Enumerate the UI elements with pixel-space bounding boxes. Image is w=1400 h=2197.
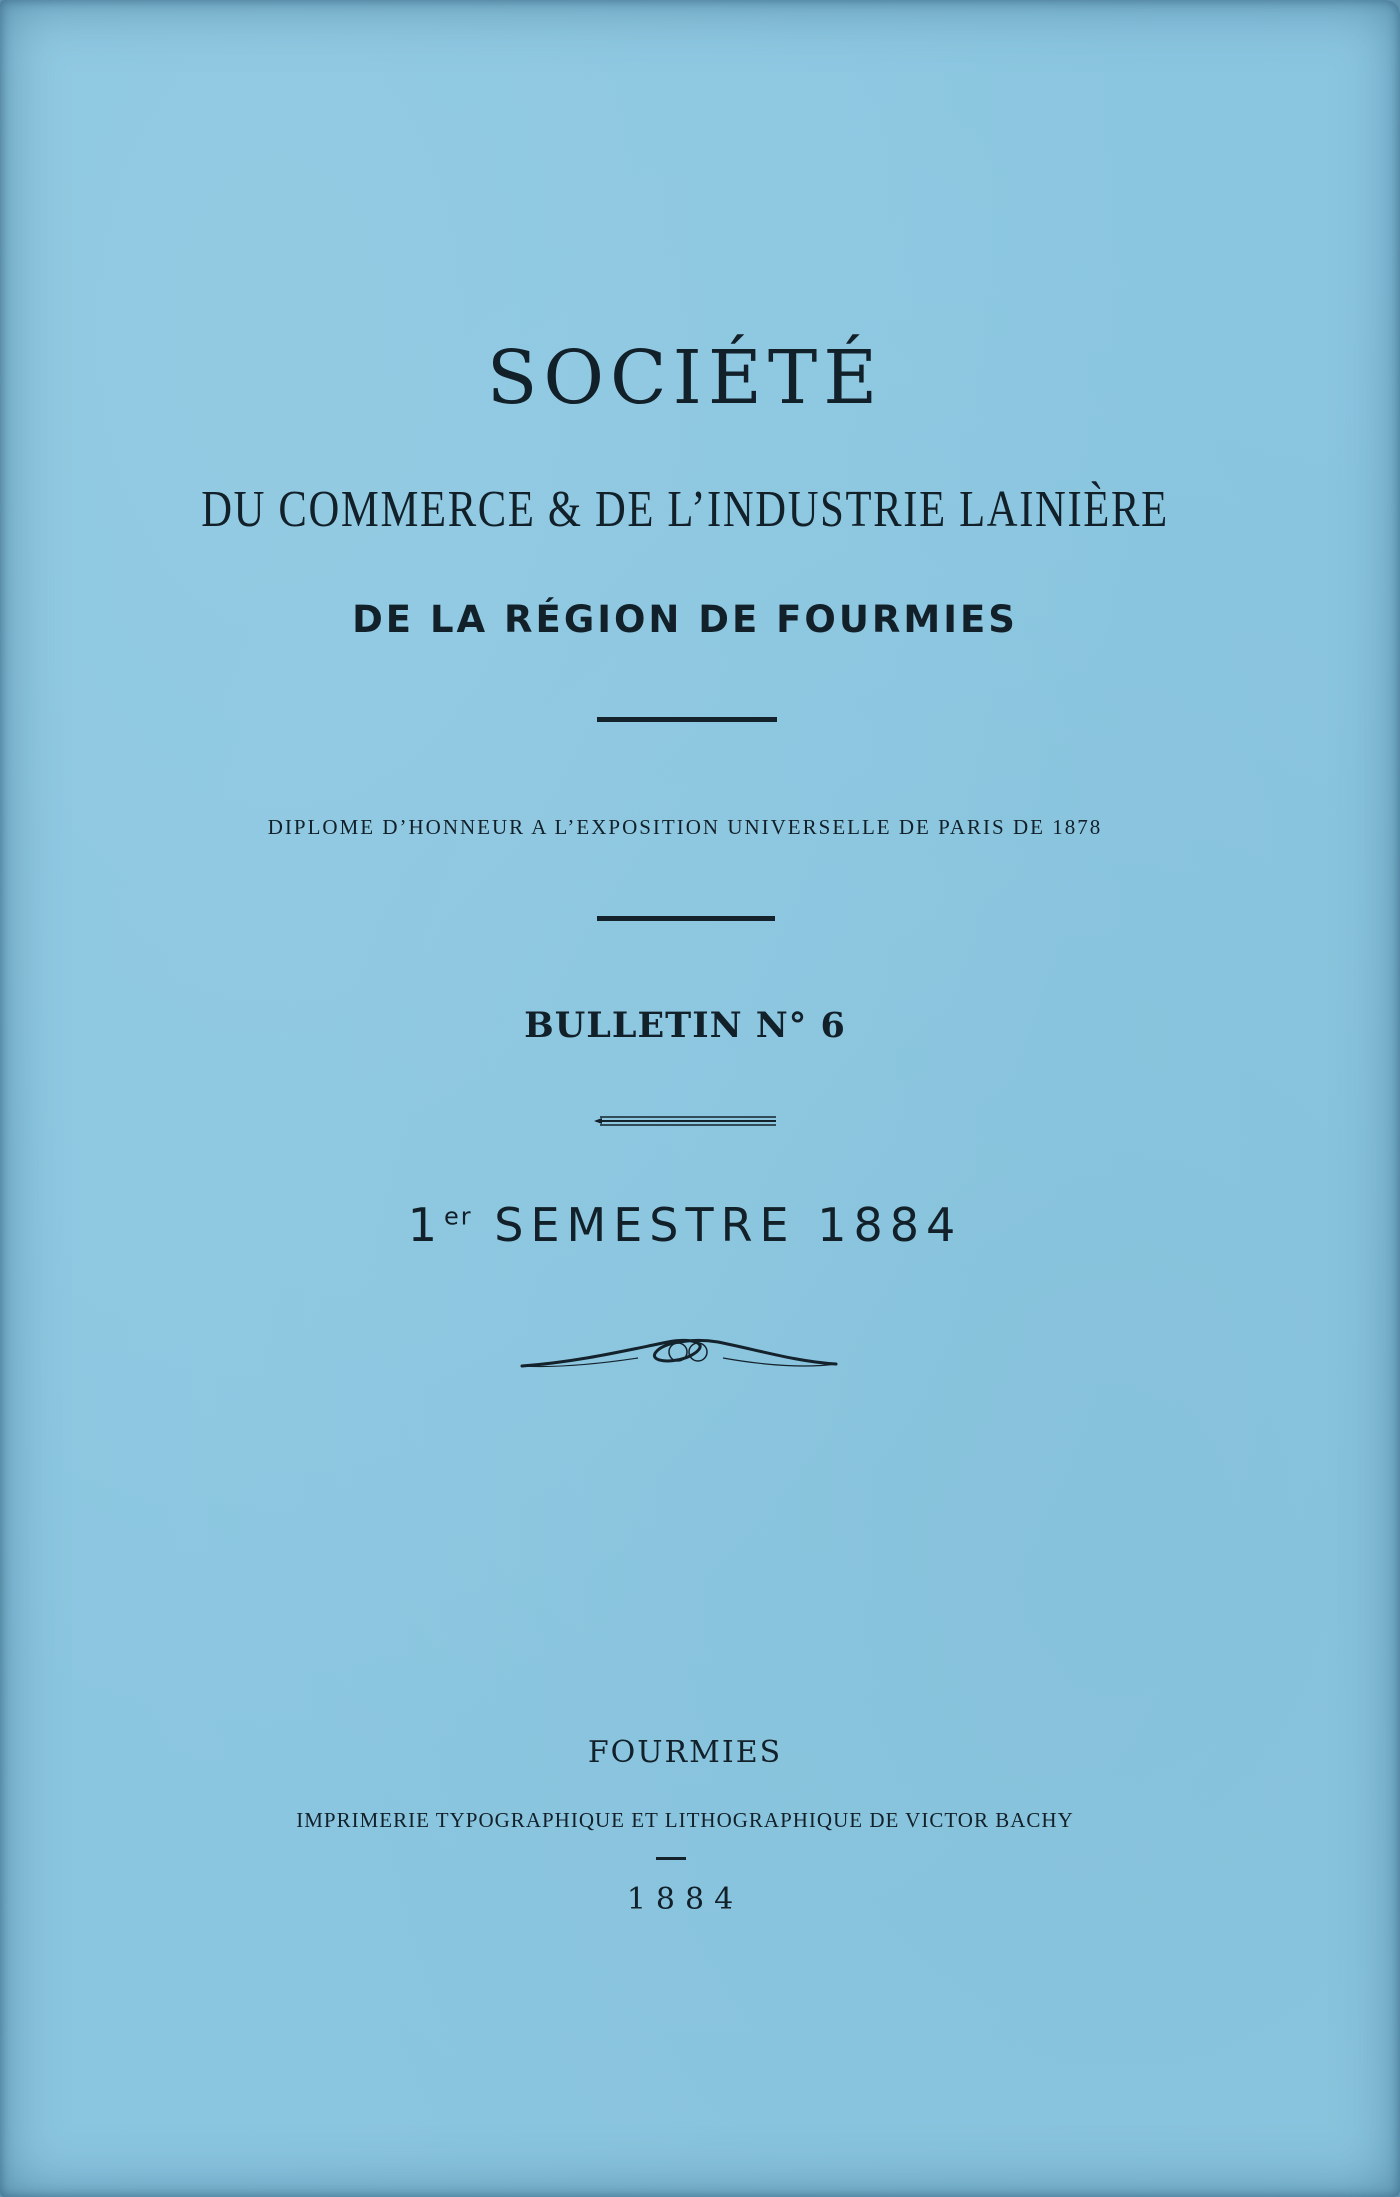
bulletin-number: BULLETIN N° 6 xyxy=(524,1005,846,1046)
printer-line: IMPRIMERIE TYPOGRAPHIQUE ET LITHOGRAPHIQUE DE VICTOR BACHY xyxy=(296,1808,1074,1832)
thin-rule-ornament-icon xyxy=(594,1114,778,1126)
cover-subtitle: DU COMMERCE & DE L’INDUSTRIE LAINIÈRE xyxy=(201,481,1169,538)
flourish-ornament-icon xyxy=(518,1330,840,1380)
semester-text: SEMESTRE 1884 xyxy=(494,1198,963,1252)
cover-region: DE LA RÉGION DE FOURMIES xyxy=(352,598,1018,641)
cover-title: SOCIÉTÉ xyxy=(486,335,884,421)
divider-rule-middle xyxy=(597,916,775,921)
short-dash-rule xyxy=(656,1857,686,1860)
diploma-line: DIPLOME D’HONNEUR A L’EXPOSITION UNIVERSELLE DE PARIS DE 1878 xyxy=(267,815,1103,839)
semester-heading xyxy=(0,1198,1370,1252)
semester-ordinal: 1 xyxy=(407,1198,444,1252)
city-name: FOURMIES xyxy=(587,1735,783,1770)
divider-rule-top xyxy=(597,717,777,722)
semester-ordinal-suffix: er xyxy=(443,1202,473,1231)
publication-year: 1884 xyxy=(626,1882,744,1917)
